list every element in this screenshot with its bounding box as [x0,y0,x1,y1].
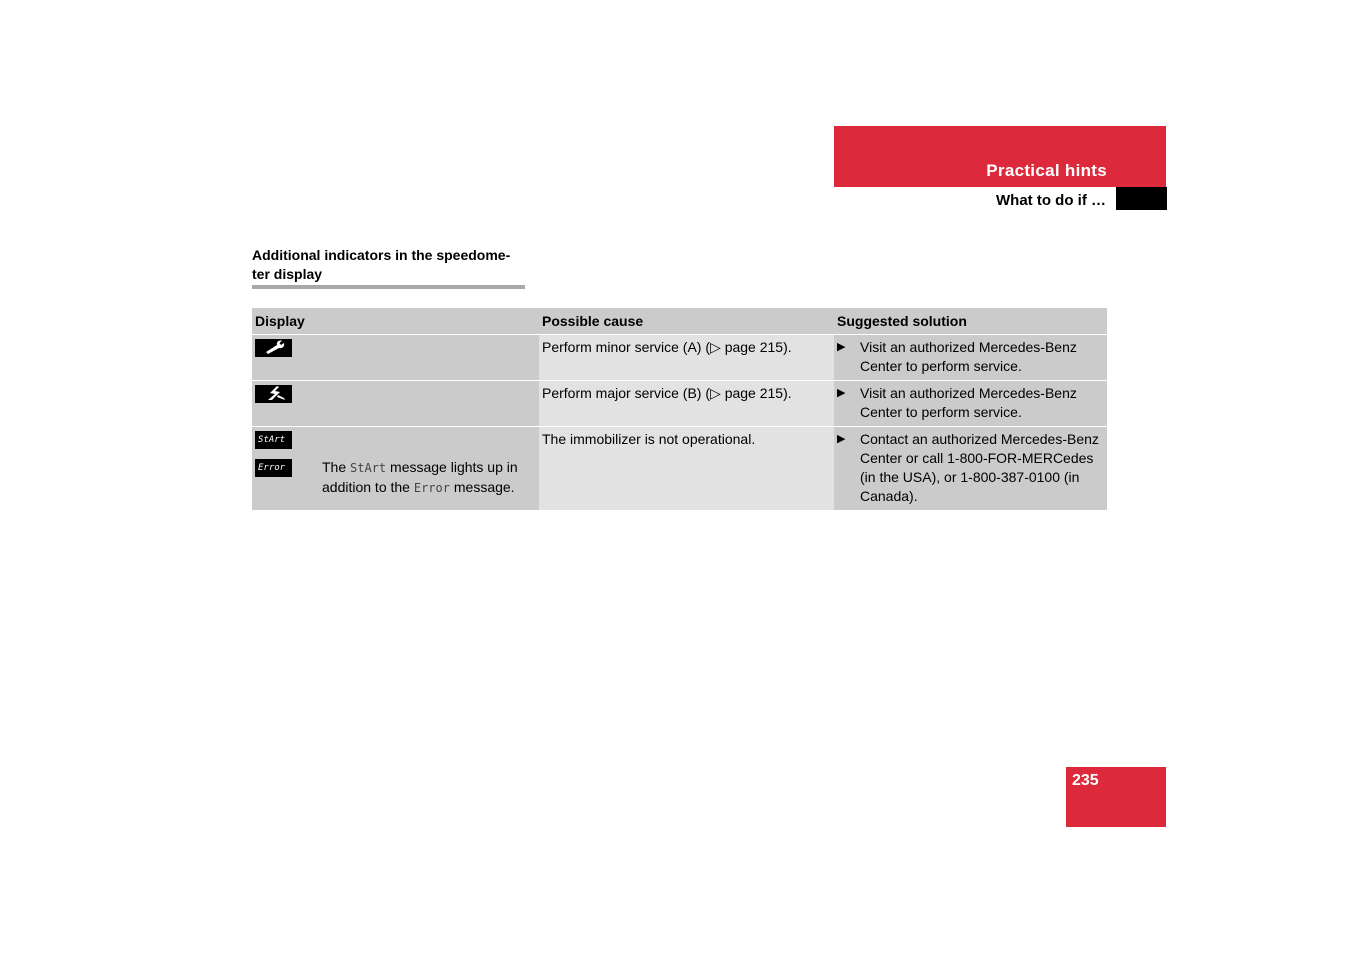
bullet-arrow-icon: ▶ [837,387,846,399]
bullet-arrow-icon: ▶ [837,341,846,353]
start-display-indicator: StArt [255,431,292,449]
cause-text: Perform minor service (A) ( [542,339,711,355]
section-heading-line1: Additional indicators in the speedome- [252,247,511,263]
table-row [252,427,1107,511]
indicators-table [252,308,1107,511]
start-code: StArt [350,461,387,476]
bullet-arrow-icon: ▶ [837,433,846,445]
wrench-icon [255,339,292,357]
page-ref-arrow: ▷ [710,385,721,401]
column-header-cause: Possible cause [539,308,834,335]
chapter-title: Practical hints [986,161,1107,180]
page-number: 235 [1066,767,1166,827]
table-row [252,381,1107,427]
display-note-text: message lights up in addition to the [322,459,518,496]
error-code: Error [413,481,450,496]
chapter-header [834,126,1166,187]
cause-cell [539,335,834,381]
cause-cell [539,381,834,427]
solution-cell [834,427,1107,511]
solution-cell [834,381,1107,427]
cause-text-suffix: page 215). [720,339,792,355]
display-note-text: The [322,459,351,476]
section-heading-line2: ter display [252,266,323,282]
section-title: What to do if … [996,192,1106,209]
solution-text: Visit an authorized Mercedes-Benz Center to perform service. [860,385,1077,420]
column-header-solution: Suggested solution [834,308,1107,335]
cause-text-suffix: page 215). [720,385,792,401]
heading-rule [252,285,525,289]
solution-text: Contact an authorized Mercedes-Benz Center or call 1-800-FOR-MERCedes (in the USA), or 1-800-387-0100 (in Canada). [860,431,1099,504]
cause-cell [539,427,834,511]
cause-text: The immobilizer is not operational. [542,431,756,447]
section-heading [252,246,525,284]
display-note-text: message. [449,479,515,496]
double-wrench-icon [255,385,292,403]
display-cell [252,427,539,511]
table-header-row [252,308,1107,335]
table-row [252,335,1107,381]
page-ref-arrow: ▷ [710,339,721,355]
display-note [322,458,536,498]
display-cell [252,335,539,381]
cause-text: Perform major service (B) ( [542,385,711,401]
display-cell [252,381,539,427]
error-display-indicator: Error [255,459,292,477]
section-tab-marker [1116,187,1167,210]
solution-text: Visit an authorized Mercedes-Benz Center to perform service. [860,339,1077,374]
solution-cell [834,335,1107,381]
column-header-display: Display [252,308,539,335]
